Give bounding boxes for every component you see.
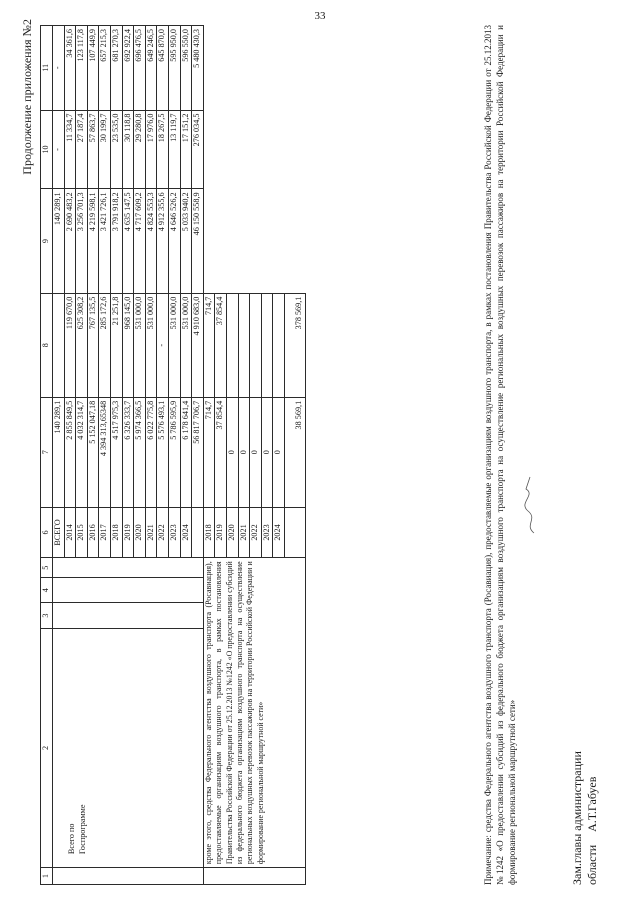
- cell-c7: 4 032 314,7: [76, 397, 88, 507]
- budget-table: [40, 25, 306, 885]
- cell-c8: [250, 293, 262, 397]
- signature-region: области: [585, 844, 599, 885]
- signature-block: [570, 751, 600, 885]
- handwritten-mark-icon: [520, 475, 540, 535]
- cell-c7: 0: [226, 397, 238, 507]
- cell-c11: 595 950,0: [168, 26, 180, 111]
- cell-c7: 56 817 706,7: [192, 397, 204, 507]
- cell-c9: 4 646 526,2: [168, 189, 180, 293]
- cell-year: 2021: [238, 507, 250, 558]
- cell-c8: -: [157, 293, 169, 397]
- header-cell: 7: [41, 397, 53, 507]
- cell-year: 2020: [226, 507, 238, 558]
- cell-c7: 6 326 333,7: [122, 397, 134, 507]
- cell-c11: 645 870,0: [157, 26, 169, 111]
- cell-c11: 696 476,5: [134, 26, 146, 111]
- cell-year: 2023: [168, 507, 180, 558]
- cell-c8: 767 135,5: [87, 293, 99, 397]
- cell-year: 2023: [261, 507, 273, 558]
- cell-c8: 378 569,1: [284, 293, 305, 397]
- cell-c8: [226, 293, 238, 397]
- cell-c8: 968 145,0: [122, 293, 134, 397]
- header-row: [41, 26, 53, 885]
- cell-c8: 285 172,6: [99, 293, 111, 397]
- cell-c7: 6 178 641,4: [180, 397, 192, 507]
- cell-c7: 0: [250, 397, 262, 507]
- header-cell: 2: [41, 628, 53, 867]
- signature-position: Зам.главы администрации: [570, 751, 584, 885]
- cell-c9: 4 635 147,5: [122, 189, 134, 293]
- cell-year: 2014: [64, 507, 76, 558]
- cell-year: 2018: [203, 507, 215, 558]
- cell-c11: 123 117,8: [76, 26, 88, 111]
- cell-c10: 23 535,0: [110, 110, 122, 189]
- cell-year: 2022: [250, 507, 262, 558]
- cell-c10: 18 267,5: [157, 110, 169, 189]
- cell-year: 2019: [215, 507, 227, 558]
- cell-c9: 3 791 918,2: [110, 189, 122, 293]
- cell-c10: 13 119,7: [168, 110, 180, 189]
- cell-c10: 276 034,5: [192, 110, 204, 189]
- cell-c11: 681 270,3: [110, 26, 122, 111]
- cell-year: 2020: [134, 507, 146, 558]
- cell-c7: 37 854,4: [215, 397, 227, 507]
- table-row: [203, 26, 215, 885]
- total-all-label: ВСЕГО: [53, 507, 65, 558]
- cell-c8: [273, 293, 285, 397]
- cell-c9: 2 690 483,2: [64, 189, 76, 293]
- cell-year: 2015: [76, 507, 88, 558]
- cell-c7: 5 786 595,9: [168, 397, 180, 507]
- cell-c10: 29 280,8: [134, 110, 146, 189]
- cell-year: 2018: [110, 507, 122, 558]
- cell-c9: 4 219 598,1: [87, 189, 99, 293]
- header-cell: 6: [41, 507, 53, 558]
- header-cell: 8: [41, 293, 53, 397]
- cell-c7: 5 974 366,5: [134, 397, 146, 507]
- header-cell: 11: [41, 26, 53, 111]
- cell-year: 2019: [122, 507, 134, 558]
- cell-c7: 0: [238, 397, 250, 507]
- header-cell: 10: [41, 110, 53, 189]
- table-row: [53, 26, 65, 885]
- cell-c11: -: [53, 26, 65, 111]
- cell-c11: 5 480 430,3: [192, 26, 204, 111]
- cell-c11: 692 922,4: [122, 26, 134, 111]
- cell-c9: 4 912 355,6: [157, 189, 169, 293]
- landscape-page: [10, 5, 625, 885]
- cell-c8: 119 670,0: [64, 293, 76, 397]
- total-label-line1: Всего по: [67, 823, 76, 855]
- cell-c11: 657 215,3: [99, 26, 111, 111]
- cell-c8: 4 910 683,0: [192, 293, 204, 397]
- header-cell: 4: [41, 578, 53, 603]
- cell-year: 2024: [273, 507, 285, 558]
- cell-c11: 596 550,0: [180, 26, 192, 111]
- signature-name: А.Т.Габуев: [585, 776, 599, 832]
- cell-c8: [261, 293, 273, 397]
- header-cell: 5: [41, 558, 53, 578]
- cell-c9: 3 421 726,1: [99, 189, 111, 293]
- cell-c10: 30 118,8: [122, 110, 134, 189]
- cell-c7: 38 569,1: [284, 397, 305, 507]
- cell-c10: 27 187,4: [76, 110, 88, 189]
- cell-c9: 4 717 609,2: [134, 189, 146, 293]
- cell-c7: 140 289,1: [53, 397, 65, 507]
- cell-c8: 531 000,0: [168, 293, 180, 397]
- cell-c9: 140 289,1: [53, 189, 65, 293]
- cell-c10: 57 863,7: [87, 110, 99, 189]
- cell-year: 2022: [157, 507, 169, 558]
- cell-c7: 2 855 849,5: [64, 397, 76, 507]
- cell-c7: 714,7: [203, 397, 215, 507]
- cell-c7: 4 517 975,3: [110, 397, 122, 507]
- cell-year: 2017: [99, 507, 111, 558]
- cell-c8: 21 251,8: [110, 293, 122, 397]
- cell-c8: 531 000,0: [145, 293, 157, 397]
- cell-year: [284, 507, 305, 558]
- cell-c9: 5 033 940,2: [180, 189, 192, 293]
- footnote: Примечание: средства Федерального агентства воздушного транспорта (Росавиация), предоставляемые организациям воздушного транспорта, в рамках постановления Правительства Российской Федерации от 25.12.2013 №1242 «О предоставлении субсидий из федерального бюджета организациям воздушного транспорта на осуществление региональных воздушных перевозок пассажиров на территории Российской Федерации и формирование региональной маршрутной сети»: [483, 25, 517, 885]
- page-number: 33: [314, 10, 326, 22]
- cell-c7: 5 152 047,18: [87, 397, 99, 507]
- cell-c11: 649 246,5: [145, 26, 157, 111]
- cell-c9: 46 150 558,9: [192, 189, 204, 293]
- cell-year: 2021: [145, 507, 157, 558]
- header-cell: 9: [41, 189, 53, 293]
- cell-c7: 0: [273, 397, 285, 507]
- cell-c8: 714,7: [203, 293, 215, 397]
- cell-c11: 107 449,9: [87, 26, 99, 111]
- cell-c7: 6 022 775,8: [145, 397, 157, 507]
- cell-c9: 3 256 701,3: [76, 189, 88, 293]
- cell-c9: 4 824 553,3: [145, 189, 157, 293]
- subsidy-description: кроме этого, средства Федерального агентства воздушного транспорта (Росавиация), предоставляемые организациям воздушного транспорта, в рамках постановления Правительства Российской Федерации от 25.12.2013 №1242 «О предоставлении субсидий из федерального бюджета организациям воздушного транспорта на осуществление региональных воздушных перевозок пассажиров на территории Российской Федерации и формирование региональной маршрутной сети»: [203, 558, 305, 868]
- cell-c7: 4 394 313,65348: [99, 397, 111, 507]
- cell-c7: 0: [261, 397, 273, 507]
- total-label-line2: Госпрограмме: [77, 804, 87, 855]
- cell-c8: [53, 293, 65, 397]
- cell-c8: 37 854,4: [215, 293, 227, 397]
- header-cell: 3: [41, 603, 53, 628]
- cell-c10: 17 151,2: [180, 110, 192, 189]
- cell-c8: [238, 293, 250, 397]
- cell-c10: 11 334,7: [64, 110, 76, 189]
- header-cell: 1: [41, 868, 53, 885]
- cell-c11: 34 361,6: [64, 26, 76, 111]
- cell-c10: 17 976,0: [145, 110, 157, 189]
- cell-c7: 5 576 493,1: [157, 397, 169, 507]
- cell-c8: 625 308,2: [76, 293, 88, 397]
- cell-c8: 531 000,0: [180, 293, 192, 397]
- cell-c8: 531 000,0: [134, 293, 146, 397]
- cell-c10: 30 199,7: [99, 110, 111, 189]
- cell-year: 2016: [87, 507, 99, 558]
- cell-year: 2024: [180, 507, 192, 558]
- cell-year: [192, 507, 204, 558]
- continuation-label: Продолжение приложения №2: [20, 19, 34, 175]
- cell-c10: -: [53, 110, 65, 189]
- total-label-cell: [53, 628, 204, 867]
